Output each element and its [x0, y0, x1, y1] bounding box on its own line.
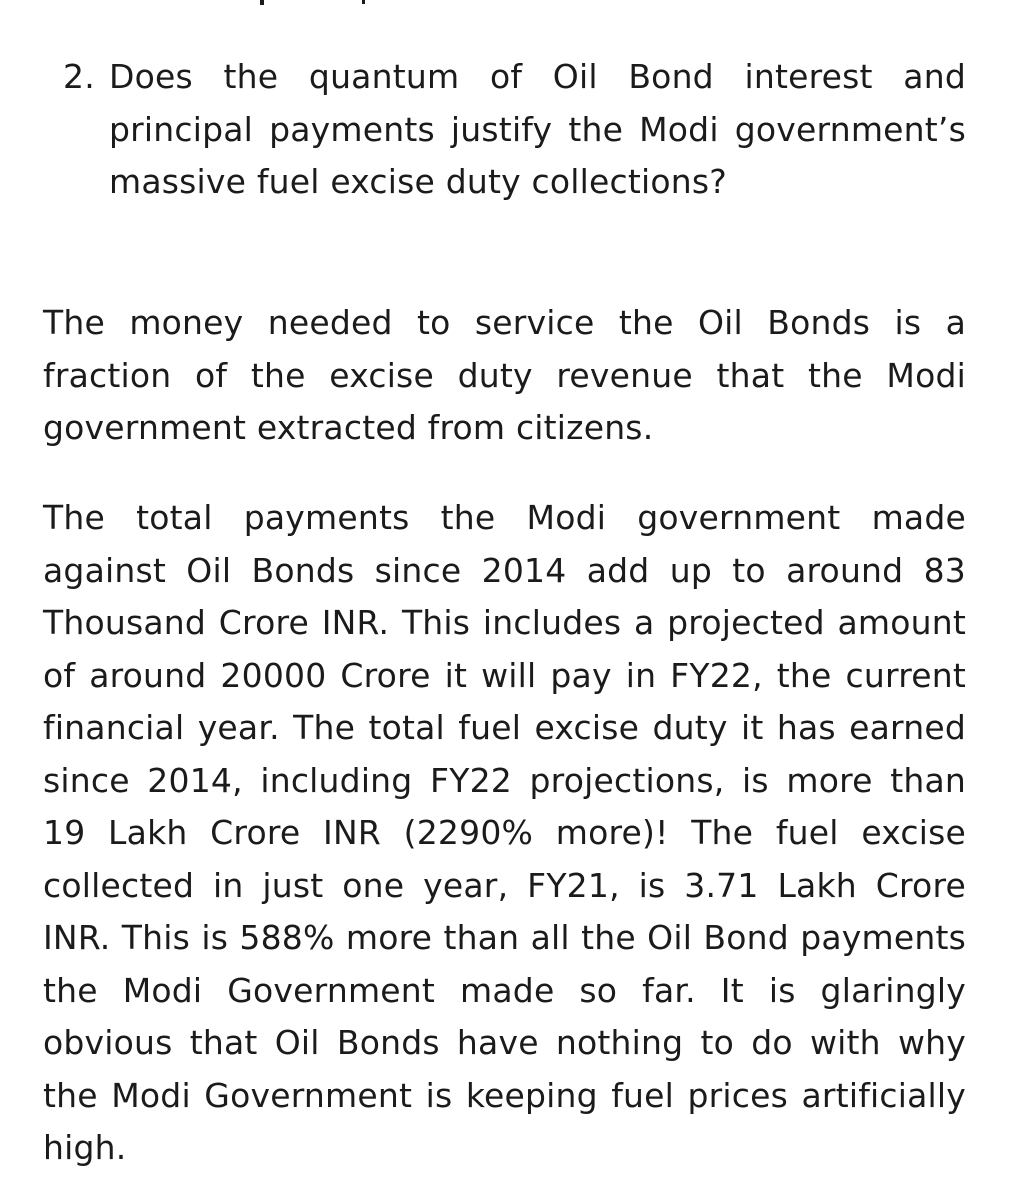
question-number: 2.	[63, 57, 95, 96]
clipped-glyph	[260, 0, 264, 5]
clipped-glyph	[362, 0, 365, 4]
question-list	[43, 51, 966, 209]
paragraph: The total payments the Modi government made against Oil Bonds since 2014 add up to around 83 Thousand Crore INR. This includes a projected amount of around 20000 Crore it will pay in FY22, the current financial year. The total fuel excise duty it has earned since 2014, including FY22 projections, is more than 19 Lakh Crore INR (2290% more)! The fuel excise collected in just one year, FY21, is 3.71 Lakh Crore INR. This is 588% more than all the Oil Bond payments the Modi Government made so far. It is glaringly obvious that Oil Bonds have nothing to do with why the Modi Government is keeping fuel prices artificially high.	[43, 498, 966, 1167]
question-item	[63, 51, 966, 209]
paragraph: The money needed to service the Oil Bonds is a fraction of the excise duty revenue that the Modi government extracted from citizens.	[43, 303, 966, 447]
clipped-previous-line	[109, 0, 1009, 9]
question-text: Does the quantum of Oil Bond interest and principal payments justify the Modi government’s massive fuel excise duty collections?	[109, 57, 966, 201]
